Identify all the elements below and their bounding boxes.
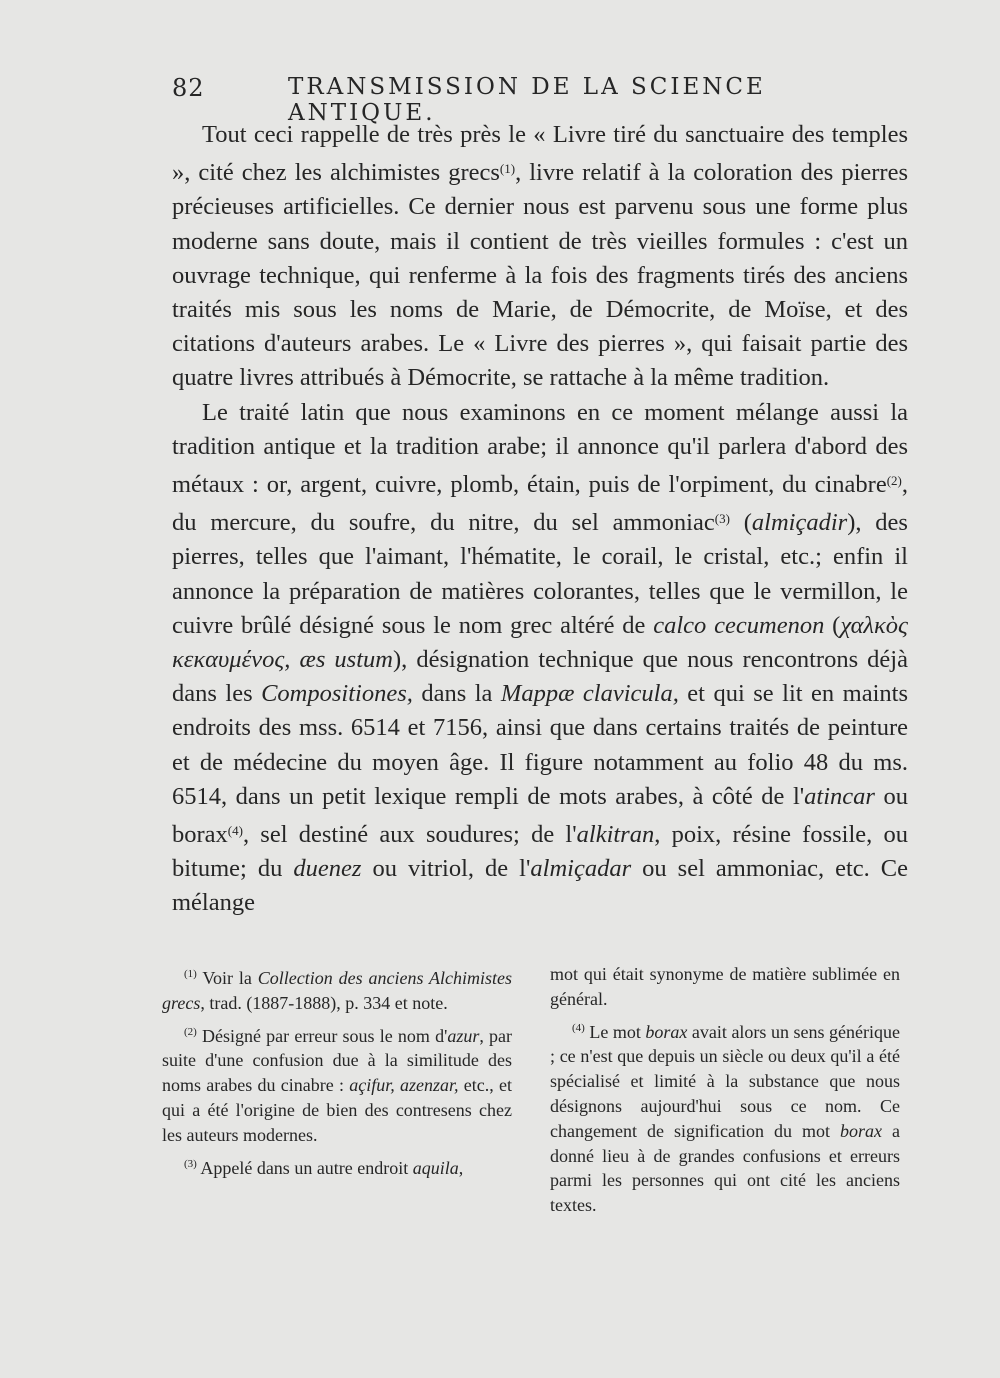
text-run: Voir la — [202, 968, 258, 988]
running-title: TRANSMISSION DE LA SCIENCE ANTIQUE. — [288, 74, 766, 126]
italic-term: alkitran — [576, 821, 655, 849]
text-run: ), des pierres, telles que l'aimant, l'hématite, le corail, le cristal, etc.; enfin il annonce la préparation de matières colorantes, telles que le vermillon, le cuivre brûlé désigné sous le nom grec altéré de — [172, 509, 908, 639]
text-run: dans la — [412, 680, 501, 708]
footnotes-right-column — [550, 962, 900, 1222]
text-run: , par suite d'une confusion due à la similitude des noms arabes du cinabre : — [162, 1025, 512, 1096]
page-number: 82 — [172, 74, 205, 102]
italic-term: Mappæ clavicula, — [500, 680, 679, 708]
text-run: ( — [824, 611, 841, 639]
footnote-ref-3: (3) — [714, 511, 730, 527]
footnote-ref-4: (4) — [227, 823, 243, 839]
text-run: a donné lieu à de grandes confusions et erreurs parmi les personnes qui ont cité les anciens textes. — [550, 1120, 900, 1216]
footnote-ref-1: (1) — [499, 161, 516, 177]
italic-term: almiçadir — [751, 509, 848, 537]
footnote-3-continued: mot qui était synonyme de matière sublimée en général. — [550, 964, 900, 1009]
text-run: avait alors un sens générique ; ce n'est que depuis un siècle ou deux qu'il a été spécialisé et limité à la substance que nous désignons aujourd'hui sous ce nom. Ce changement de signification du mot — [550, 1021, 900, 1141]
text-run: , — [458, 1157, 464, 1178]
footnote-ref-2: (2) — [886, 473, 902, 489]
text-run: ou vitriol, de l' — [361, 855, 531, 883]
italic-term: atincar — [804, 782, 875, 810]
italic-term: açifur, azenzar, — [349, 1075, 459, 1096]
text-run: Désigné par erreur sous le nom d' — [202, 1025, 448, 1046]
footnote-2 — [162, 1020, 512, 1148]
footnote-mark: (1) — [184, 968, 197, 980]
text-run: Appelé dans un autre endroit — [200, 1157, 413, 1178]
text-run: ( — [729, 509, 752, 537]
italic-term: borax — [840, 1120, 882, 1141]
text-run: etc., et qui a été l'origine de bien des contresens chez les auteurs modernes. — [162, 1075, 513, 1145]
italic-term: calco cecumenon — [653, 611, 825, 639]
text-run: Le mot — [589, 1021, 646, 1042]
text-run: Tout ceci rappelle de très près le « Livre tiré du sanctuaire des temples », cité chez les alchimistes grecs — [172, 121, 908, 187]
italic-term: aquila — [412, 1157, 459, 1178]
italic-title: Collection des anciens Alchimistes grecs — [162, 968, 512, 1013]
greek-term: χαλκὸς κεκαυμένος, æs ustum — [172, 611, 908, 674]
text-run: , livre relatif à la coloration des pierres précieuses artificielles. Ce dernier nous est parvenu sous une forme plus moderne sans doute, mais il contient de très vieilles formules : c'est un ouvrage technique, qui renferme à la fois des fragments tirés des anciens traités mis sous les noms de Marie, de Démocrite, de Moïse, et des citations d'auteurs arabes. Le « Livre des pierres », qui faisait partie des quatre livres attribués à Démocrite, se rattache à la même tradition. — [172, 159, 908, 392]
text-run: Le traité latin que nous examinons en ce moment mélange aussi la tradition antique et la tradition arabe; il annonce qu'il parlera d'abord des métaux : or, argent, cuivre, plomb, étain, puis de l'orpiment, du cinabre — [172, 398, 908, 499]
footnote-4 — [550, 1016, 900, 1218]
page-header — [172, 74, 908, 126]
text-run: , sel destiné aux soudures; de l' — [242, 821, 577, 849]
footnotes-left-column — [162, 962, 512, 1184]
italic-term: duenez — [293, 855, 362, 883]
text-run: , poix, résine fossile, ou bitume; du — [172, 821, 908, 883]
footnote-mark: (2) — [184, 1025, 197, 1038]
text-run: et qui se lit en maints endroits des mss. 6514 et 7156, ainsi que dans certains traités de peinture et de médecine du moyen âge. Il figure notamment au folio 48 du ms. 6514, dans un petit lexique rempli de mots arabes, à côté de l' — [172, 680, 908, 810]
text-run: , du mercure, du soufre, du nitre, du sel ammoniac — [172, 471, 908, 537]
footnote-1 — [162, 962, 512, 1016]
text-run: , trad. (1887-1888), p. 334 et note. — [200, 992, 448, 1013]
italic-term: Compositiones, — [261, 680, 413, 708]
footnote-mark: (3) — [184, 1157, 197, 1170]
text-run: ), désignation technique que nous rencontrons déjà dans les — [172, 646, 908, 708]
footnote-3 — [162, 1152, 512, 1181]
text-run: ou borax — [172, 782, 908, 849]
main-text — [172, 118, 908, 921]
paragraph-1 — [172, 118, 908, 396]
footnote-mark: (4) — [572, 1021, 585, 1034]
italic-term: almiçadar — [530, 855, 632, 883]
italic-term: borax — [645, 1021, 688, 1042]
italic-term: azur — [447, 1025, 480, 1046]
paragraph-2 — [172, 396, 908, 921]
text-run: ou sel ammoniac, etc. Ce mélange — [172, 855, 909, 917]
